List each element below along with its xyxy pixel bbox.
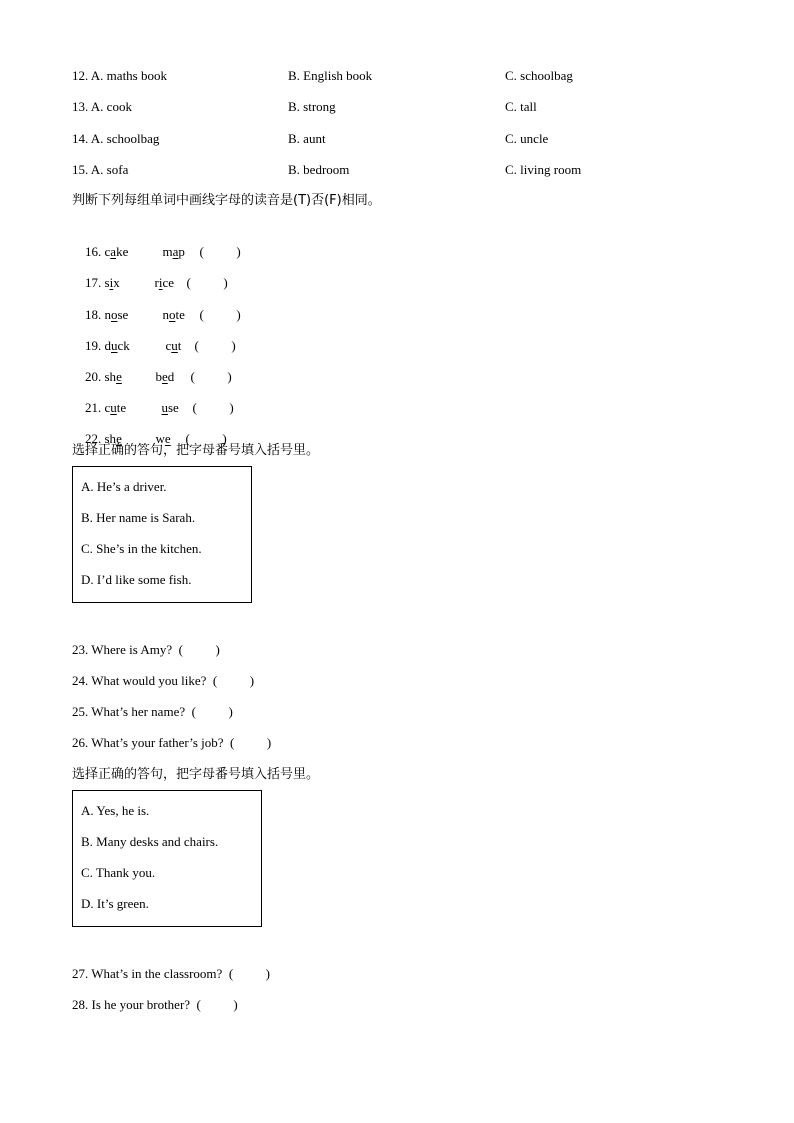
section-heading-choose-1: 选择正确的答句，把字母番号填入括号里。 [72,443,320,458]
question-number: 14. [72,131,89,146]
phonics-row-17: 17. six rice ( ) [72,253,228,273]
vocab-row-15 [72,160,722,180]
section-heading-phonics: 判断下列每组单词中画线字母的读音是(T)否(F)相同。 [72,193,381,208]
answer-blank[interactable]: ( ) [190,369,232,384]
answer-blank[interactable]: ( ) [192,400,234,415]
option-c: C. schoolbag [505,68,573,83]
option-b: B. bedroom [288,162,350,177]
option-a: A. cook [90,99,132,114]
answer-blank[interactable]: ( ) [194,338,236,353]
answer-option: C. Thank you. [81,865,156,880]
question-number: 12. [72,68,89,83]
question-28[interactable]: 28. Is he your brother? ( ) [72,997,238,1012]
question-25[interactable]: 25. What’s her name? ( ) [72,704,233,719]
phonics-row-16: 16. cake map ( ) [72,222,241,242]
vocab-row-13 [72,97,722,117]
option-b: B. English book [288,68,373,83]
phonics-row-18: 18. nose note ( ) [72,285,241,305]
answer-option: A. Yes, he is. [81,803,150,818]
answer-options-box-2 [72,790,262,927]
option-c: C. uncle [505,131,549,146]
vocab-row-14 [72,129,722,149]
phonics-row-20: 20. she bed ( ) [72,347,232,367]
question-27[interactable]: 27. What’s in the classroom? ( ) [72,966,270,981]
option-c: C. living room [505,162,582,177]
option-c: C. tall [505,99,537,114]
question-number: 13. [72,99,89,114]
option-a: A. schoolbag [90,131,160,146]
phonics-row-19: 19. duck cut ( ) [72,316,236,336]
answer-option: D. It’s green. [81,896,149,911]
answer-option: C. She’s in the kitchen. [81,541,202,556]
answer-option: A. He’s a driver. [81,479,167,494]
answer-option: D. I’d like some fish. [81,572,192,587]
answer-option: B. Her name is Sarah. [81,510,196,525]
question-24[interactable]: 24. What would you like? ( ) [72,673,255,688]
answer-blank[interactable]: ( ) [199,307,241,322]
question-number: 15. [72,162,89,177]
option-b: B. strong [288,99,336,114]
phonics-row-21: 21. cute use ( ) [72,378,234,398]
option-a: A. maths book [90,68,167,83]
option-a: A. sofa [90,162,129,177]
section-heading-choose-2: 选择正确的答句，把字母番号填入括号里。 [72,767,320,782]
question-26[interactable]: 26. What’s your father’s job? ( ) [72,735,272,750]
vocab-row-12 [72,66,722,86]
answer-blank[interactable]: ( ) [199,244,241,259]
phonics-row-22: 22. she we ( ) [72,409,227,429]
question-23[interactable]: 23. Where is Amy? ( ) [72,642,220,657]
answer-options-box-1 [72,466,252,603]
answer-blank[interactable]: ( ) [186,275,228,290]
answer-option: B. Many desks and chairs. [81,834,219,849]
answer-blank[interactable]: ( ) [185,431,227,446]
option-b: B. aunt [288,131,326,146]
